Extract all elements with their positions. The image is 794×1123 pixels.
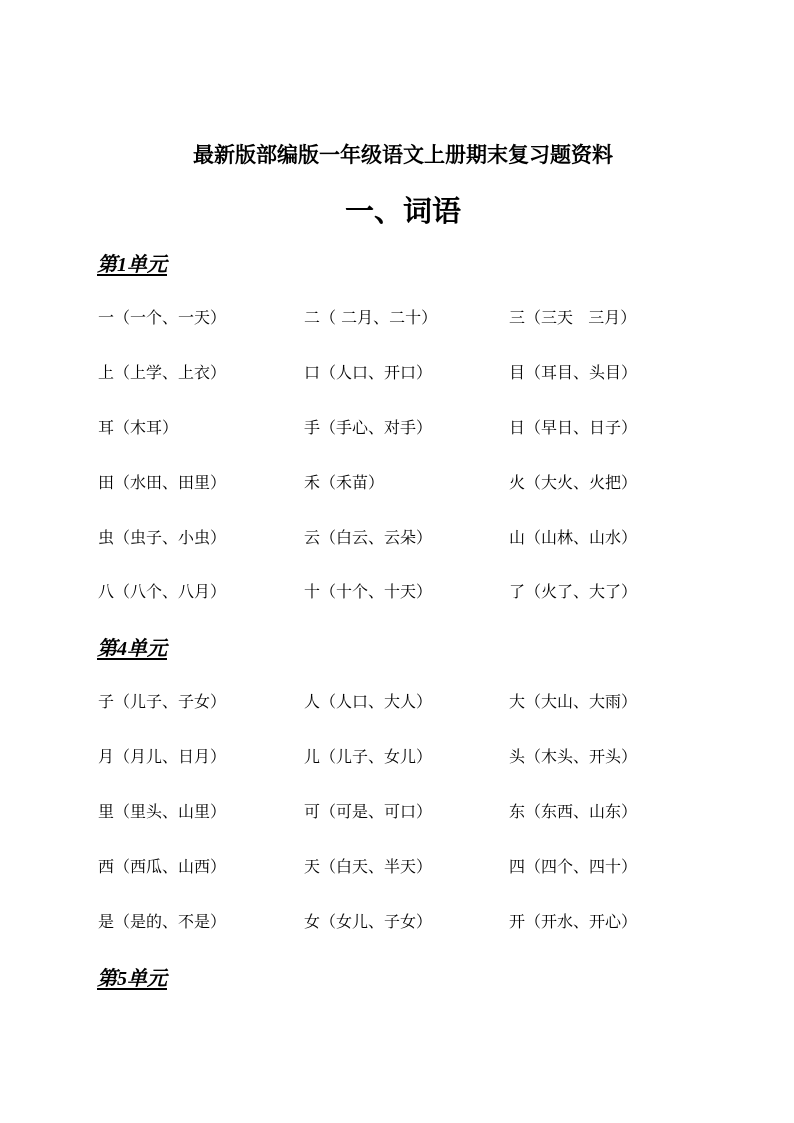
word-entry: 一（一个、一天） [98,308,227,327]
word-entry: 三（三天 三月） [509,308,637,327]
unit-heading-prefix: 第 [97,252,117,276]
word-entry: 儿（儿子、女儿） [304,747,433,766]
word-entry: 里（里头、山里） [98,802,227,821]
word-row [0,307,794,329]
word-entry: 田（水田、田里） [98,473,227,492]
word-entry: 八（八个、八月） [98,582,227,601]
word-row [0,691,794,713]
word-entry: 人（人口、大人） [304,692,433,711]
section-title: 一、词语 [344,194,461,228]
word-entry: 大（大山、大雨） [509,692,638,711]
word-entry: 是（是的、不是） [98,912,227,931]
word-entry: 头（木头、开头） [509,747,638,766]
word-entry: 日（早日、日子） [509,418,638,437]
word-row [0,417,794,439]
unit-heading-suffix: 单元 [127,252,167,276]
word-entry: 开（开水、开心） [509,912,638,931]
word-entry: 可（可是、可口） [304,802,433,821]
word-row [0,472,794,494]
word-entry: 山（山林、山水） [509,528,638,547]
word-row [0,911,794,933]
word-row [0,801,794,823]
word-row [0,362,794,384]
word-entry: 耳（木耳） [98,418,179,437]
word-entry: 目（耳目、头目） [509,363,638,382]
word-entry: 四（四个、四十） [509,857,638,876]
unit-heading [97,252,167,277]
word-entry: 月（月儿、日月） [98,747,227,766]
word-entry: 口（人口、开口） [304,363,433,382]
word-entry: 西（西瓜、山西） [98,857,227,876]
word-entry: 东（东西、山东） [509,802,638,821]
document-title: 最新版部编版一年级语文上册期末复习题资料 [193,142,613,167]
unit-heading-suffix: 单元 [127,966,167,990]
word-row [0,581,794,603]
word-entry: 上（上学、上衣） [98,363,227,382]
word-row [0,856,794,878]
word-entry: 云（白云、云朵） [304,528,433,547]
unit-heading [97,636,167,661]
word-entry: 女（女儿、子女） [304,912,433,931]
unit-heading [97,966,167,991]
word-row [0,527,794,549]
word-row [0,746,794,768]
word-entry: 二（ 二月、二十） [304,308,438,327]
word-entry: 天（白天、半天） [304,857,433,876]
word-entry: 子（儿子、子女） [98,692,227,711]
word-entry: 十（十个、十天） [304,582,433,601]
word-entry: 火（大火、火把） [509,473,638,492]
unit-heading-number: 5 [117,968,127,990]
unit-heading-prefix: 第 [97,966,117,990]
unit-heading-prefix: 第 [97,636,117,660]
word-entry: 了（火了、大了） [509,582,638,601]
word-entry: 手（手心、对手） [304,418,433,437]
unit-heading-number: 1 [117,254,127,276]
unit-heading-suffix: 单元 [127,636,167,660]
word-entry: 禾（禾苗） [304,473,385,492]
unit-heading-number: 4 [117,638,127,660]
word-entry: 虫（虫子、小虫） [98,528,227,547]
